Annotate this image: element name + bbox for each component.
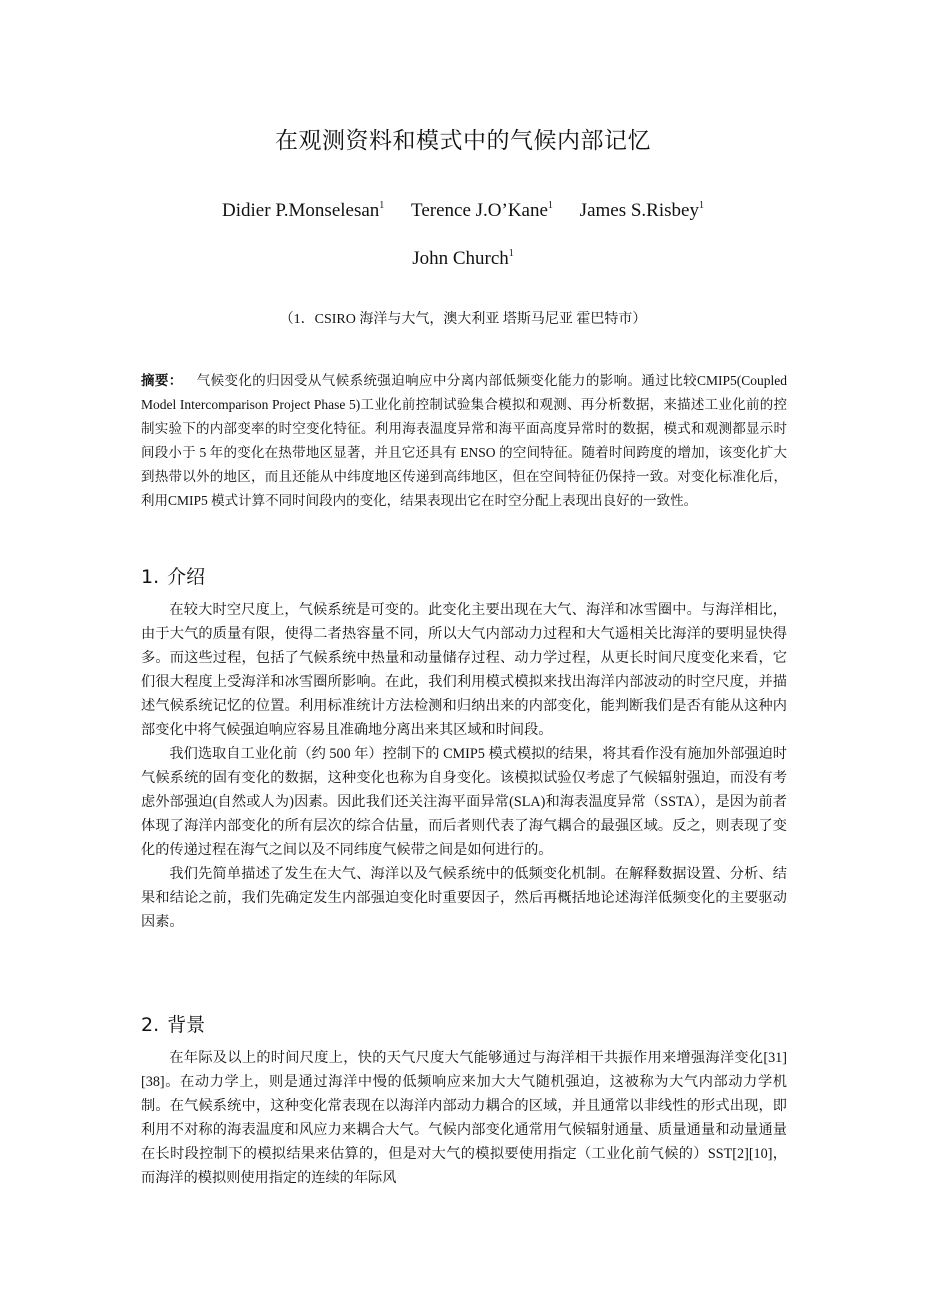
author-2 — [411, 200, 553, 221]
author-3 — [580, 200, 704, 221]
author-affiliation-mark: 1 — [698, 200, 704, 211]
author-affiliation-mark: 1 — [508, 248, 514, 259]
author-1 — [222, 200, 384, 221]
section-body-introduction — [141, 598, 787, 934]
section-body-background — [141, 1046, 787, 1190]
author-list-continued — [0, 248, 926, 270]
section-number: 1. — [141, 566, 160, 588]
author-name: Terence J.O’Kane — [411, 200, 548, 221]
paragraph: 在较大时空尺度上，气候系统是可变的。此变化主要出现在大气、海洋和冰雪圈中。与海洋相比，由于大气的质量有限，使得二者热容量不同，所以大气内部动力过程和大气遥相关比海洋的要明显快得多。而这些过程，包括了气候系统中热量和动量储存过程、动力学过程，从更长时间尺度变化来看，它们很大程度上受海洋和冰雪圈所影响。在此，我们利用模式模拟来找出海洋内部波动的时空尺度，并描述气候系统记忆的位置。利用标准统计方法检测和归纳出来的内部变化，能判断我们是否有能从这种内部变化中将气候强迫响应容易且准确地分离出来其区域和时间段。 — [141, 602, 787, 738]
abstract — [141, 369, 787, 513]
abstract-text: 气候变化的归因受从气候系统强迫响应中分离内部低频变化能力的影响。通过比较CMIP5(Coupled Model Intercomparison Project Phase 5)工业化前控制试验集合模拟和观测、再分析数据，来描述工业化前的控制实验下的内部变率的时空变化特征。利用海表温度异常和海平面高度异常时的数据，模式和观测都显示时间段小于 5 年的变化在热带地区显著，并且它还具有 ENSO 的空间特征。随着时间跨度的增加，该变化扩大到热带以外的地区，而且还能从中纬度地区传递到高纬地区，但在空间特征仍保持一致。对变化标准化后，利用CMIP5 模式计算不同时间段内的变化，结果表现出它在时空分配上表现出良好的一致性。 — [141, 373, 787, 508]
abstract-label: 摘要： — [141, 373, 183, 389]
section-heading-background — [141, 1010, 205, 1037]
section-title: 介绍 — [167, 566, 206, 588]
section-title: 背景 — [167, 1014, 206, 1036]
author-list — [0, 200, 926, 222]
paragraph: 我们先简单描述了发生在大气、海洋以及气候系统中的低频变化机制。在解释数据设置、分析、结果和结论之前，我们先确定发生内部强迫变化时重要因子，然后再概括地论述海洋低频变化的主要驱动因素。 — [141, 866, 787, 930]
author-4 — [412, 248, 514, 269]
paragraph: 我们选取自工业化前（约 500 年）控制下的 CMIP5 模式模拟的结果，将其看作没有施加外部强迫时气候系统的固有变化的数据，这种变化也称为自身变化。该模拟试验仅考虑了气候辐射强迫，而没有考虑外部强迫(自然或人为)因素。因此我们还关注海平面异常(SLA)和海表温度异常（SSTA），是因为前者体现了海洋内部变化的所有层次的综合估量，而后者则代表了海气耦合的最强区域。反之，则表现了变化的传递过程在海气之间以及不同纬度气候带之间是如何进行的。 — [141, 746, 787, 858]
paragraph: 在年际及以上的时间尺度上，快的天气尺度大气能够通过与海洋相干共振作用来增强海洋变化[31][38]。在动力学上，则是通过海洋中慢的低频响应来加大大气随机强迫，这被称为大气内部动力学机制。在气候系统中，这种变化常表现在以海洋内部动力耦合的区域，并且通常以非线性的形式出现，即利用不对称的海表温度和风应力来耦合大气。气候内部变化通常用气候辐射通量、质量通量和动量通量在长时段控制下的模拟结果来估算的，但是对大气的模拟要使用指定（工业化前气候的）SST[2][10]，而海洋的模拟则使用指定的连续的年际风 — [141, 1050, 787, 1186]
author-name: Didier P.Monselesan — [222, 200, 380, 221]
section-heading-introduction — [141, 562, 205, 589]
affiliation: （1．CSIRO 海洋与大气，澳大利亚 塔斯马尼亚 霍巴特市） — [279, 312, 647, 327]
author-affiliation-mark: 1 — [547, 200, 553, 211]
author-name: John Church — [412, 248, 509, 269]
section-number: 2. — [141, 1014, 160, 1036]
author-affiliation-mark: 1 — [379, 200, 385, 211]
author-name: James S.Risbey — [579, 200, 699, 221]
paper-title: 在观测资料和模式中的气候内部记忆 — [275, 128, 651, 154]
